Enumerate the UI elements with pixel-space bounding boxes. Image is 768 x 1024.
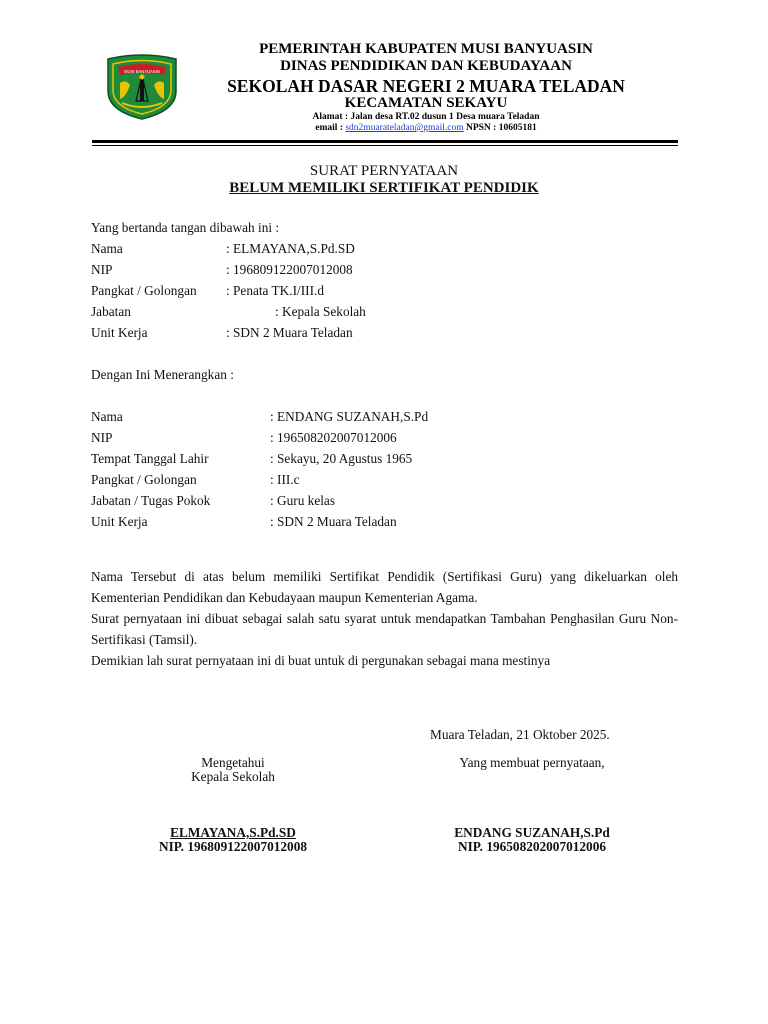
body-paragraph-1: Nama Tersebut di atas belum memiliki Sertifikat Pendidik (Sertifikasi Guru) yang dikeluarkan oleh Kementerian Pendidikan dan Kebudayaan maupun Kementerian Agama. xyxy=(91,569,678,605)
signer-value-position: : Kepala Sekolah xyxy=(275,304,366,319)
letterhead-department: DINAS PENDIDIKAN DAN KEBUDAYAAN xyxy=(280,58,572,74)
email-prefix: email : xyxy=(315,123,346,133)
principal-signature-nip: NIP. 196809122007012008 xyxy=(159,839,307,854)
letterhead-rule-thin xyxy=(92,145,678,146)
letterhead-rule-thick xyxy=(92,140,678,143)
subject-value-position: : Guru kelas xyxy=(270,493,335,508)
subject-value-nip: : 196508202007012006 xyxy=(270,430,397,445)
declarant-signature-name: ENDANG SUZANAH,S.Pd xyxy=(454,825,610,840)
npsn: NPSN : 10605181 xyxy=(463,123,537,133)
declarant-signature-nip: NIP. 196508202007012006 xyxy=(458,839,606,854)
body-paragraph-2: Surat pernyataan ini dibuat sebagai salah satu syarat untuk mendapatkan Tambahan Penghasilan Guru Non-Sertifikasi (Tamsil). xyxy=(91,611,678,647)
subject-value-unit: : SDN 2 Muara Teladan xyxy=(270,514,397,529)
intro-text: Yang bertanda tangan dibawah ini : xyxy=(91,220,280,235)
place-date: Muara Teladan, 21 Oktober 2025. xyxy=(430,727,610,742)
signer-value-name: : ELMAYANA,S.Pd.SD xyxy=(226,241,355,256)
signer-label-unit: Unit Kerja xyxy=(91,325,148,340)
subject-label-position: Jabatan / Tugas Pokok xyxy=(91,493,211,508)
subject-value-birth: : Sekayu, 20 Agustus 1965 xyxy=(270,451,413,466)
signer-label-name: Nama xyxy=(91,241,123,256)
principal-signature-name: ELMAYANA,S.Pd.SD xyxy=(170,825,296,840)
signer-value-rank: : Penata TK.I/III.d xyxy=(226,283,324,298)
letterhead-school: SEKOLAH DASAR NEGERI 2 MUARA TELADAN xyxy=(227,76,625,96)
subject-label-birth: Tempat Tanggal Lahir xyxy=(91,451,209,466)
letterhead-contact xyxy=(42,123,768,133)
signer-value-nip: : 196809122007012008 xyxy=(226,262,353,277)
body-paragraph-3: Demikian lah surat pernyataan ini di buat untuk di pergunakan sebagai mana mestinya xyxy=(91,653,551,668)
signer-value-unit: : SDN 2 Muara Teladan xyxy=(226,325,353,340)
subject-value-rank: : III.c xyxy=(270,472,300,487)
subject-label-nip: NIP xyxy=(91,430,113,445)
logo-banner-text: MUSI BANYUASIN xyxy=(124,69,160,74)
letterhead-address: Alamat : Jalan desa RT.02 dusun 1 Desa muara Teladan xyxy=(312,112,540,122)
subject-label-name: Nama xyxy=(91,409,123,424)
declares-text: Dengan Ini Menerangkan : xyxy=(91,367,234,382)
email-link[interactable]: sdn2muarateladan@gmail.com xyxy=(345,123,464,133)
declarant-label: Yang membuat pernyataan, xyxy=(459,755,605,770)
signer-label-position: Jabatan xyxy=(91,304,131,319)
subject-value-name: : ENDANG SUZANAH,S.Pd xyxy=(270,409,429,424)
acknowledged-label: Mengetahui xyxy=(201,755,265,770)
document-subtitle: BELUM MEMILIKI SERTIFIKAT PENDIDIK xyxy=(229,180,539,196)
document-title: SURAT PERNYATAAN xyxy=(309,163,459,179)
principal-label: Kepala Sekolah xyxy=(191,769,275,784)
signer-label-nip: NIP xyxy=(91,262,113,277)
subject-label-unit: Unit Kerja xyxy=(91,514,148,529)
subject-label-rank: Pangkat / Golongan xyxy=(91,472,197,487)
signer-label-rank: Pangkat / Golongan xyxy=(91,283,197,298)
letterhead-district: KECAMATAN SEKAYU xyxy=(344,95,508,111)
letterhead-government: PEMERINTAH KABUPATEN MUSI BANYUASIN xyxy=(259,41,593,57)
